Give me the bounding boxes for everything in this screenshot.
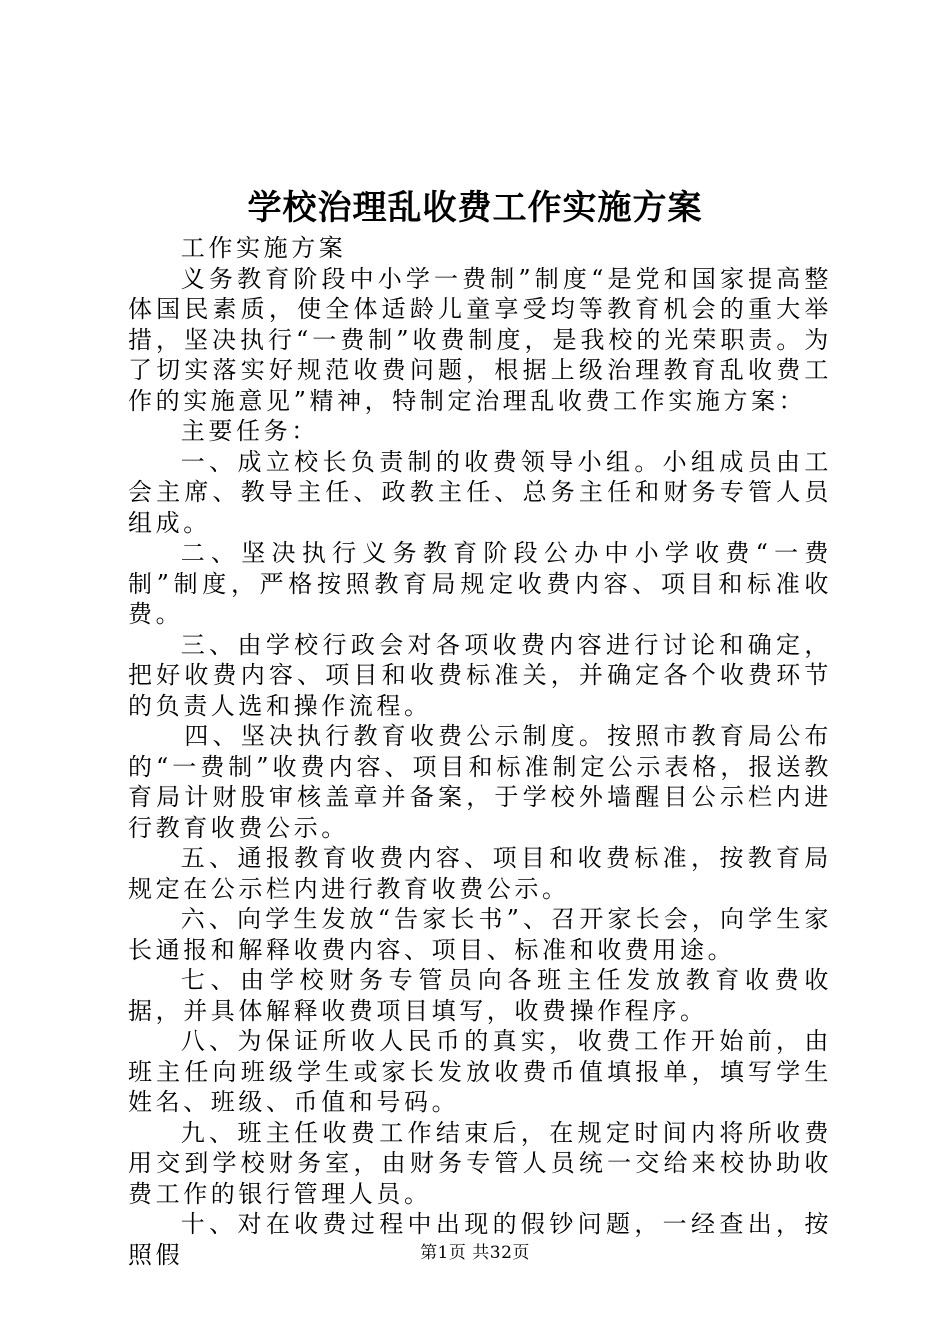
paragraph-main-tasks-heading: 主要任务： <box>180 417 319 445</box>
paragraph-task-1: 一、成立校长负责制的收费领导小组。小组成员由工会主席、教导主任、政教主任、总务主任和财务专管人员组成。 <box>128 447 832 537</box>
paragraph-task-7: 七、由学校财务专管员向各班主任发放教育收费收据，并具体解释收费项目填写，收费操作程序。 <box>128 966 832 1025</box>
page-number-footer: 第1页 共32页 <box>420 1243 530 1263</box>
paragraph-task-6: 六、向学生发放“告家长书”、召开家长会，向学生家长通报和解释收费内容、项目、标准和收费用途。 <box>128 905 832 964</box>
document-title: 学校治理乱收费工作实施方案 <box>247 188 703 228</box>
paragraph-task-5: 五、通报教育收费内容、项目和收费标准，按教育局规定在公示栏内进行教育收费公示。 <box>128 844 832 903</box>
document-body <box>128 233 832 1270</box>
paragraph-task-4: 四、坚决执行教育收费公示制度。按照市教育局公布的“一费制”收费内容、项目和标准制定公示表格，报送教育局计财股审核盖章并备案，于学校外墙醒目公示栏内进行教育收费公示。 <box>128 722 832 842</box>
paragraph-task-3: 三、由学校行政会对各项收费内容进行讨论和确定，把好收费内容、项目和收费标准关，并确定各个收费环节的负责人选和操作流程。 <box>128 630 832 720</box>
paragraph-task-9: 九、班主任收费工作结束后，在规定时间内将所收费用交到学校财务室，由财务专管人员统一交给来校协助收费工作的银行管理人员。 <box>128 1118 832 1208</box>
paragraph-task-10: 十、对在收费过程中出现的假钞问题，一经查出，按照假 <box>128 1210 832 1269</box>
paragraph-task-8: 八、为保证所收人民币的真实，收费工作开始前，由班主任向班级学生或家长发放收费币值填报单，填写学生姓名、班级、币值和号码。 <box>128 1027 832 1116</box>
paragraph-intro: 义务教育阶段中小学一费制”制度“是党和国家提高整体国民素质，使全体适龄儿童享受均等教育机会的重大举措，坚决执行“一费制”收费制度，是我校的光荣职责。为了切实落实好规范收费问题，根据上级治理教育乱收费工作的实施意见”精神，特制定治理乱收费工作实施方案： <box>128 264 832 415</box>
paragraph-subtitle: 工作实施方案 <box>180 234 347 262</box>
paragraph-task-2: 二、坚决执行义务教育阶段公办中小学收费“一费制”制度，严格按照教育局规定收费内容、项目和标准收费。 <box>128 539 832 628</box>
